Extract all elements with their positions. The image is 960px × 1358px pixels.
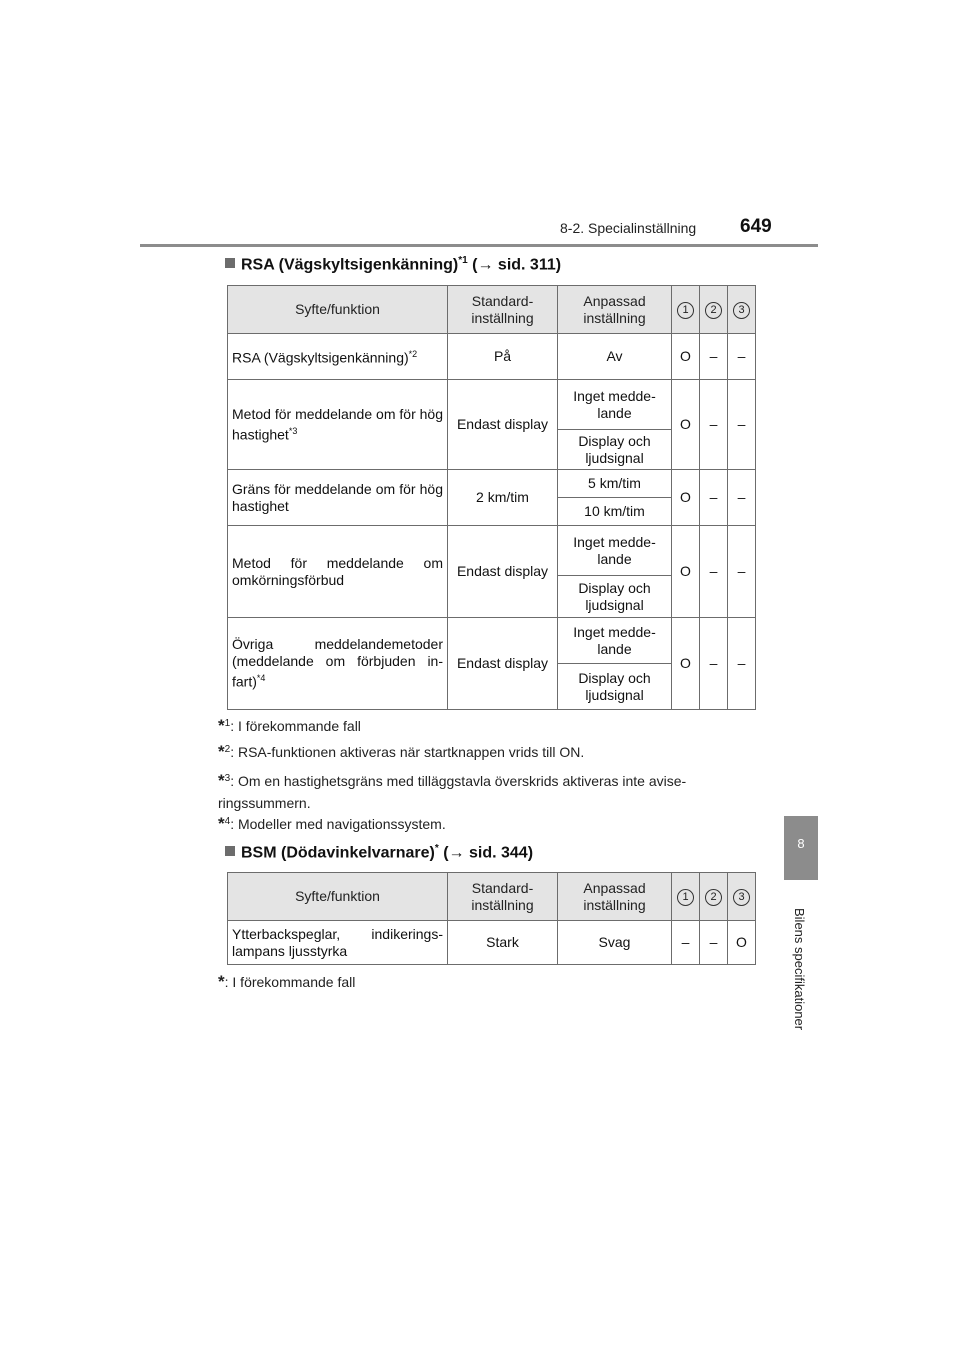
row-setting-3: – <box>728 334 756 380</box>
row-purpose: Gräns för meddelande om för hög hastighet <box>228 470 448 526</box>
table-row <box>228 921 756 965</box>
row-custom: Display och ljudsignal <box>558 430 672 470</box>
page-number: 649 <box>740 216 772 237</box>
rsa-heading-mark: *1 <box>458 255 468 266</box>
row-custom: Inget medde-lande <box>558 380 672 430</box>
square-bullet-icon <box>225 258 235 268</box>
col-header-1 <box>672 873 700 921</box>
section-header-label: 8-2. Specialinställning <box>560 220 697 236</box>
row-setting-3: – <box>728 380 756 470</box>
row-custom: Display och ljudsignal <box>558 664 672 710</box>
row-default: På <box>448 334 558 380</box>
table-row <box>228 380 756 430</box>
table-row <box>228 470 756 498</box>
row-purpose: Metod för meddelande om omkörningsförbud <box>228 526 448 618</box>
row-custom: 5 km/tim <box>558 470 672 498</box>
chapter-tab <box>784 816 818 880</box>
rsa-settings-table <box>227 285 756 710</box>
row-default: Endast display <box>448 526 558 618</box>
row-purpose: RSA (Vägskyltsigenkänning)$^{*2}$ <box>228 334 448 380</box>
row-purpose: Metod för meddelande om för hög hastighet$^{*3}$ <box>228 380 448 470</box>
col-header-custom: Anpassad inställning <box>558 873 672 921</box>
col-header-2 <box>700 873 728 921</box>
row-custom: 10 km/tim <box>558 498 672 526</box>
circled-number-1: 1 <box>677 889 694 906</box>
row-default: Stark <box>448 921 558 965</box>
circled-number-1: 1 <box>677 302 694 319</box>
footnote: *$^4$: Modeller med navigationssystem. <box>218 814 446 833</box>
col-header-3 <box>728 286 756 334</box>
row-custom: Inget medde-lande <box>558 526 672 576</box>
table-header-row <box>228 286 756 334</box>
row-setting-2: – <box>700 334 728 380</box>
col-header-default: Standard-inställning <box>448 286 558 334</box>
row-custom: Inget medde-lande <box>558 618 672 664</box>
circled-number-2: 2 <box>705 889 722 906</box>
footnote: *: I förekommande fall <box>218 972 356 991</box>
square-bullet-icon <box>225 846 235 856</box>
circled-number-2: 2 <box>705 302 722 319</box>
circled-number-3: 3 <box>733 302 750 319</box>
table-row <box>228 618 756 664</box>
row-setting-2: – <box>700 921 728 965</box>
chapter-side-label: Bilens specifikationer <box>792 908 807 1031</box>
row-setting-1: O <box>672 526 700 618</box>
row-purpose: Ytterbackspeglar, indikerings-lampans ljusstyrka <box>228 921 448 965</box>
row-default: Endast display <box>448 618 558 710</box>
row-setting-1: O <box>672 334 700 380</box>
reference-arrow-icon: → <box>477 256 494 274</box>
bsm-heading-title: BSM (Dödavinkelvarnare) <box>241 844 435 862</box>
row-setting-2: – <box>700 618 728 710</box>
footnote: *$^2$: RSA-funktionen aktiveras när startknappen vrids till ON. <box>218 742 585 761</box>
row-custom: Av <box>558 334 672 380</box>
row-purpose: Övriga meddelandemetoder (meddelande om förbjuden in-fart)$^{*4}$ <box>228 618 448 710</box>
row-setting-3: – <box>728 526 756 618</box>
col-header-purpose: Syfte/funktion <box>228 873 448 921</box>
table-row <box>228 526 756 576</box>
row-setting-1: O <box>672 380 700 470</box>
row-default: 2 km/tim <box>448 470 558 526</box>
rsa-heading-title: RSA (Vägskyltsigenkänning) <box>241 256 459 274</box>
bsm-settings-table <box>227 872 756 965</box>
col-header-purpose: Syfte/funktion <box>228 286 448 334</box>
col-header-3 <box>728 873 756 921</box>
header-divider <box>140 244 818 247</box>
row-setting-1: – <box>672 921 700 965</box>
bsm-section-heading: BSM (Dödavinkelvarnare)* (→ sid. 344) <box>225 843 533 862</box>
row-custom: Svag <box>558 921 672 965</box>
row-custom: Display och ljudsignal <box>558 576 672 618</box>
row-setting-2: – <box>700 380 728 470</box>
col-header-2 <box>700 286 728 334</box>
row-setting-1: O <box>672 618 700 710</box>
table-row <box>228 334 756 380</box>
rsa-page-reference: sid. 311 <box>497 256 556 274</box>
col-header-custom: Anpassad inställning <box>558 286 672 334</box>
reference-arrow-icon: → <box>448 844 465 862</box>
row-setting-2: – <box>700 526 728 618</box>
row-setting-3: – <box>728 618 756 710</box>
chapter-tab-number: 8 <box>797 836 805 851</box>
table-header-row <box>228 873 756 921</box>
col-header-1 <box>672 286 700 334</box>
row-default: Endast display <box>448 380 558 470</box>
bsm-heading-mark: * <box>434 843 439 854</box>
circled-number-3: 3 <box>733 889 750 906</box>
row-setting-3: O <box>728 921 756 965</box>
row-setting-3: – <box>728 470 756 526</box>
row-setting-1: O <box>672 470 700 526</box>
rsa-section-heading: RSA (Vägskyltsigenkänning)$^{*1}$ (→ sid. 311) <box>225 255 561 274</box>
row-setting-2: – <box>700 470 728 526</box>
col-header-default: Standard-inställning <box>448 873 558 921</box>
footnote: *$^1$: I förekommande fall <box>218 716 361 735</box>
bsm-page-reference: sid. 344 <box>468 844 528 862</box>
footnote: *$^3$: Om en hastighetsgräns med tilläggstavla överskrids aktiveras inte avise-ringssummern. <box>218 771 687 811</box>
